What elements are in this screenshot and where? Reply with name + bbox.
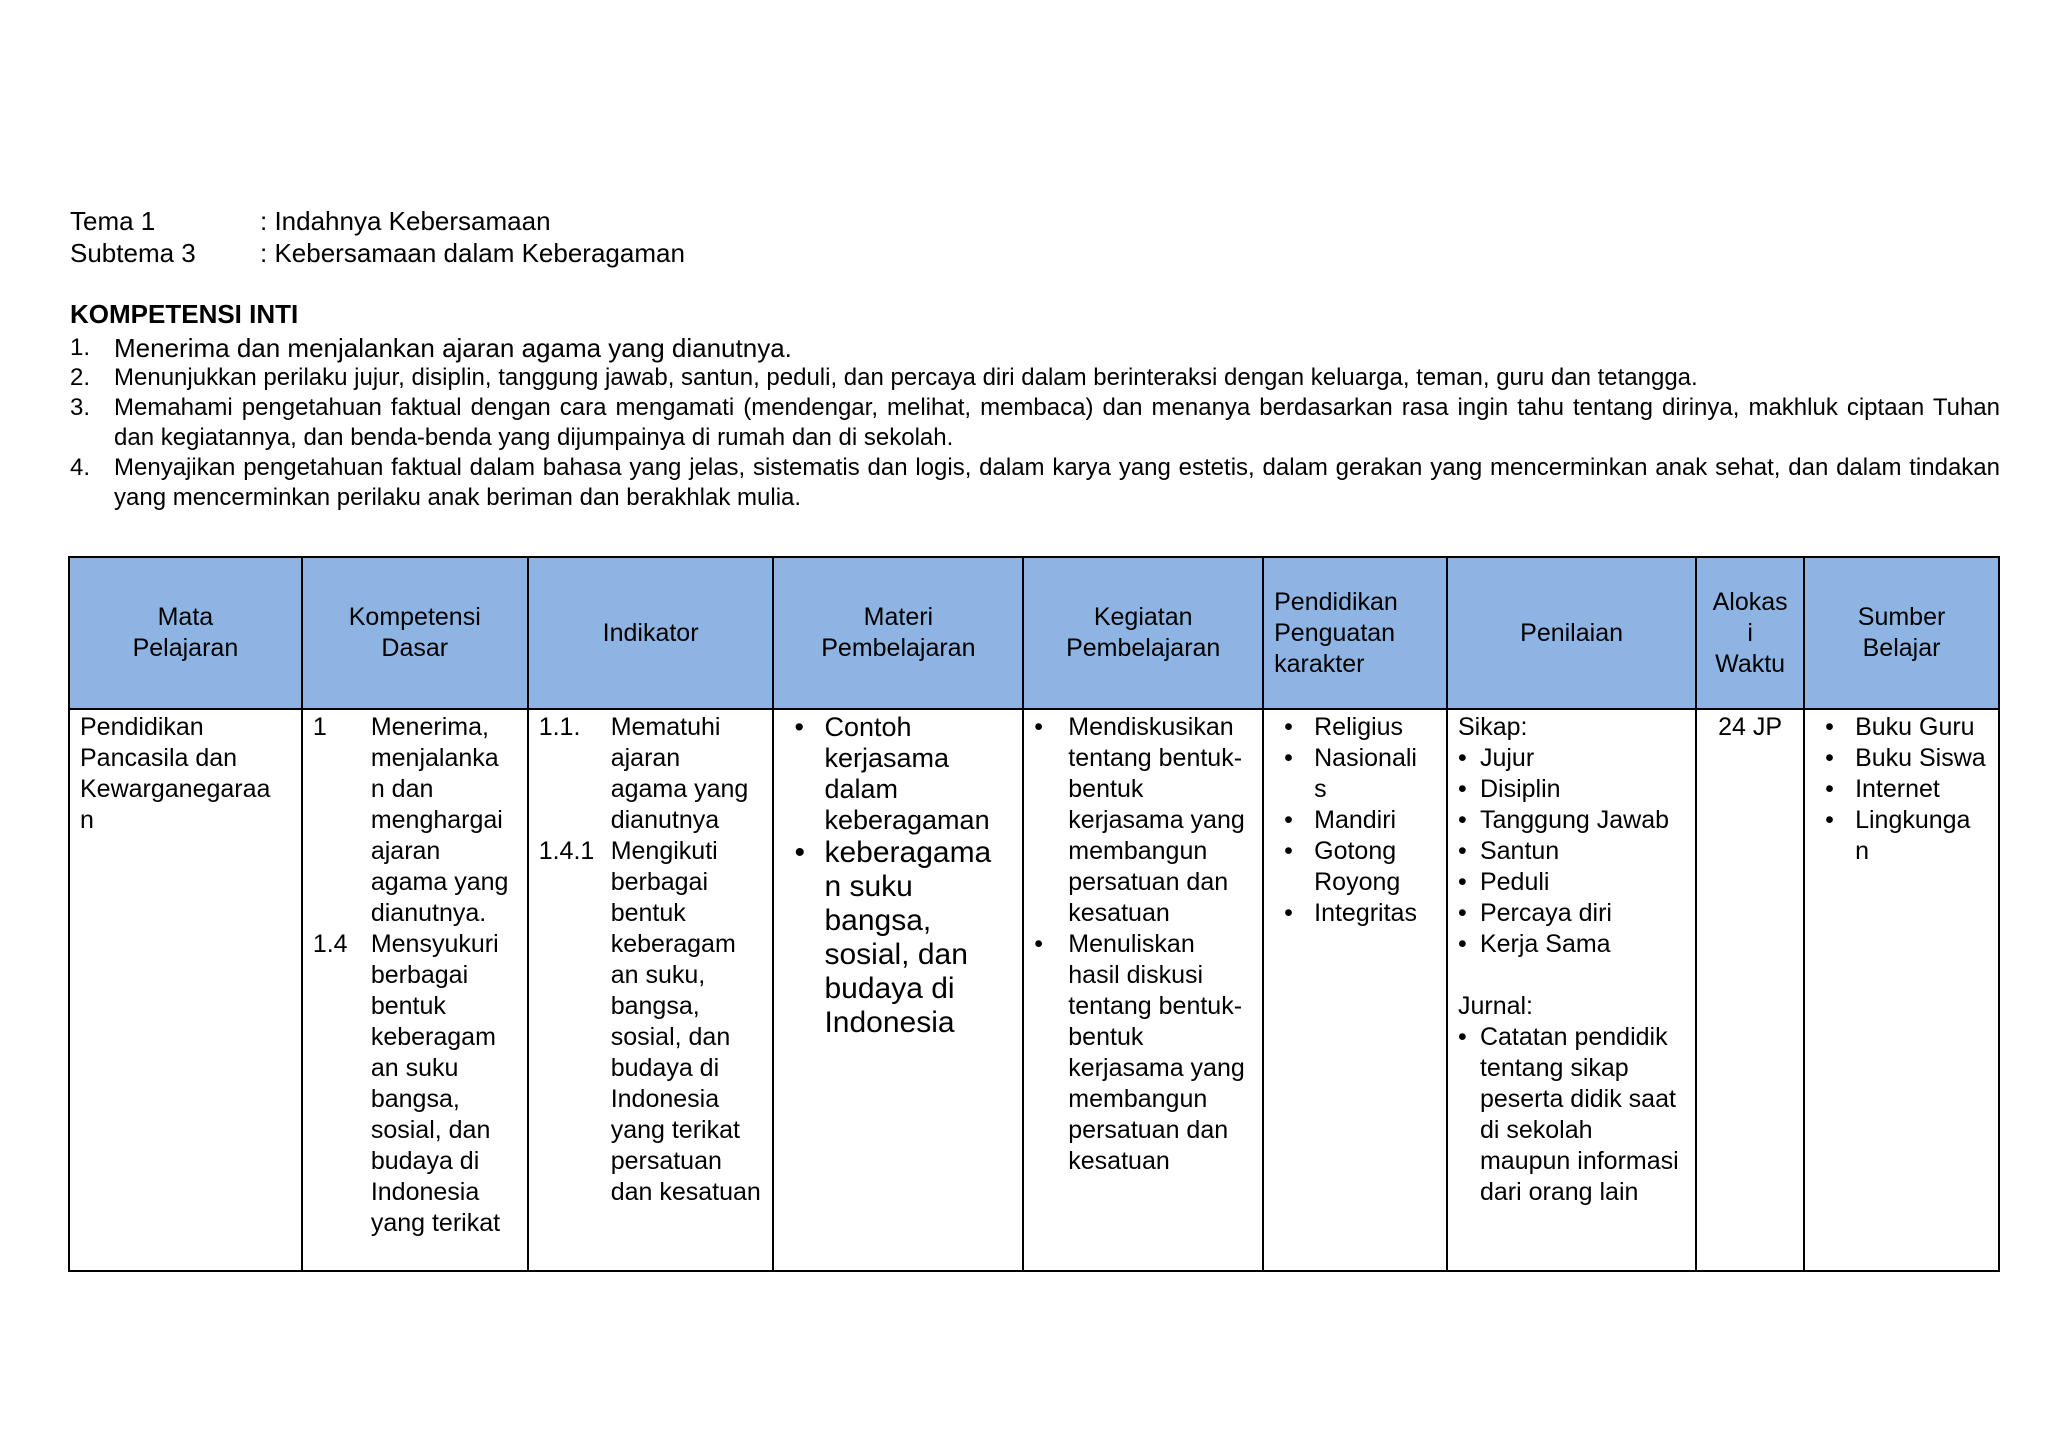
sikap-item: • Tanggung Jawab — [1457, 806, 1670, 834]
penilaian-sikap-list — [1458, 743, 1685, 960]
bullet-icon: • — [1284, 837, 1293, 865]
cell-materi — [773, 709, 1023, 1271]
bullet-icon: • — [1034, 713, 1044, 741]
materi-item: • keberagama n suku bangsa, sosial, dan budaya di Indonesia — [784, 836, 1012, 1040]
sikap-item: • Jujur — [1457, 744, 1535, 772]
bullet-icon: • — [1825, 775, 1834, 803]
ki-item — [70, 393, 2000, 453]
indikator-number: 1.1. — [538, 713, 581, 741]
ppk-item: • Integritas — [1274, 898, 1436, 929]
bullet-icon: • — [1457, 837, 1467, 865]
header-mapel: Mata Pelajaran — [69, 557, 302, 709]
bullet-icon: • — [1284, 806, 1293, 834]
document-page — [70, 205, 2000, 513]
bullet-icon: • — [1457, 806, 1467, 834]
ki-text: Menunjukkan perilaku jujur, disiplin, tanggung jawab, santun, peduli, dan percaya diri dalam berinteraksi dengan keluarga, teman, guru dan tetangga. — [114, 364, 1698, 391]
cell-ppk — [1263, 709, 1447, 1271]
header-sumber: Sumber Belajar — [1804, 557, 1999, 709]
bullet-icon: • — [1284, 899, 1293, 927]
kd-number: 1 — [312, 713, 327, 741]
bullet-icon: • — [1457, 868, 1467, 896]
indikator-item — [539, 712, 763, 836]
ppk-item: • Mandiri — [1274, 805, 1436, 836]
bullet-icon: • — [794, 712, 804, 742]
ki-item — [70, 363, 2000, 393]
cell-alokasi: 24 JP — [1696, 709, 1804, 1271]
sikap-item: • Disiplin — [1457, 775, 1561, 803]
bullet-icon: • — [1825, 744, 1834, 772]
kompetensi-inti-list — [70, 333, 2000, 513]
sikap-item: • Peduli — [1457, 868, 1550, 896]
ppk-list — [1274, 712, 1436, 929]
cell-kegiatan — [1023, 709, 1263, 1271]
indikator-text: Mematuhi ajaran agama yang dianutnya — [610, 713, 749, 834]
cell-mapel: Pendidikan Pancasila dan Kewarganegaraa n — [69, 709, 302, 1271]
bullet-icon: • — [1457, 775, 1467, 803]
ki-text: Menyajikan pengetahuan faktual dalam bahasa yang jelas, sistematis dan logis, dalam karya yang estetis, dalam gerakan yang mencerminkan anak sehat, dan dalam tindakan yang mencerminkan perilaku anak beriman dan berakhlak mulia. — [114, 454, 2000, 511]
kd-item — [313, 712, 517, 929]
bullet-icon: • — [1457, 930, 1467, 958]
bullet-icon: • — [1284, 713, 1293, 741]
jurnal-item: • Catatan pendidik tentang sikap peserta didik saat di sekolah maupun informasi dari orang lain — [1457, 1023, 1679, 1206]
tema-row — [70, 205, 2000, 237]
sikap-item: • Kerja Sama — [1457, 930, 1611, 958]
penilaian-jurnal-label: Jurnal: — [1457, 992, 1534, 1020]
header-indikator: Indikator — [528, 557, 774, 709]
sumber-item: • Internet — [1815, 774, 1988, 805]
header-kompetensi-dasar: Kompetensi Dasar — [302, 557, 528, 709]
ppk-item: • Nasionali s — [1274, 743, 1436, 805]
header-ppk: Pendidikan Penguatan karakter — [1263, 557, 1447, 709]
ppk-item: • Religius — [1274, 712, 1436, 743]
sikap-item: • Percaya diri — [1457, 899, 1612, 927]
tema-header — [70, 205, 2000, 269]
bullet-icon: • — [1825, 713, 1834, 741]
table-header-row — [69, 557, 1999, 709]
sikap-item: • Santun — [1457, 837, 1560, 865]
sumber-list — [1815, 712, 1988, 867]
header-kegiatan: Kegiatan Pembelajaran — [1023, 557, 1263, 709]
lesson-plan-table — [68, 556, 2000, 1272]
cell-penilaian — [1447, 709, 1696, 1271]
penilaian-sikap-label: Sikap: — [1457, 713, 1528, 741]
materi-item: • Contoh kerjasama dalam keberagaman — [784, 712, 1012, 836]
kd-text: Mensyukuri berbagai bentuk keberagam an suku bangsa, sosial, dan budaya di Indonesia yang terikat — [370, 930, 501, 1237]
materi-list — [784, 712, 1012, 1040]
ppk-item: • Gotong Royong — [1274, 836, 1436, 898]
bullet-icon: • — [794, 836, 805, 869]
kegiatan-item: • Mendiskusikan tentang bentuk-bentuk kerjasama yang membangun persatuan dan kesatuan — [1034, 713, 1245, 927]
kompetensi-inti-title: KOMPETENSI INTI — [70, 299, 299, 329]
ki-number: 1. — [70, 334, 91, 361]
ki-number: 2. — [70, 364, 91, 391]
cell-indikator — [528, 709, 774, 1271]
header-penilaian: Penilaian — [1447, 557, 1696, 709]
penilaian-jurnal-list — [1458, 1022, 1685, 1208]
bullet-icon: • — [1457, 1023, 1467, 1051]
kd-number: 1.4 — [312, 930, 348, 958]
bullet-icon: • — [1284, 744, 1293, 772]
tema-key: Tema 1 — [70, 206, 156, 236]
subtema-value: : Kebersamaan dalam Keberagaman — [260, 238, 685, 268]
ki-item — [70, 333, 2000, 363]
subtema-row — [70, 237, 2000, 269]
header-materi: Materi Pembelajaran — [773, 557, 1023, 709]
bullet-icon: • — [1034, 930, 1044, 958]
header-alokasi: Alokas i Waktu — [1696, 557, 1804, 709]
sumber-item: • Buku Siswa — [1815, 743, 1988, 774]
bullet-icon: • — [1825, 806, 1834, 834]
subtema-key: Subtema 3 — [70, 238, 196, 268]
bullet-icon: • — [1457, 744, 1467, 772]
cell-sumber — [1804, 709, 1999, 1271]
ki-number: 4. — [70, 454, 91, 481]
tema-value: : Indahnya Kebersamaan — [260, 206, 551, 236]
kegiatan-item: • Menuliskan hasil diskusi tentang bentuk-bentuk kerjasama yang membangun persatuan dan kesatuan — [1034, 930, 1245, 1175]
indikator-item — [539, 836, 763, 1208]
kd-text: Menerima, menjalanka n dan menghargai ajaran agama yang dianutnya. — [370, 713, 509, 927]
ki-number: 3. — [70, 394, 91, 421]
ki-item — [70, 453, 2000, 513]
table-row — [69, 709, 1999, 1271]
sumber-item: • Buku Guru — [1815, 712, 1988, 743]
bullet-icon: • — [1457, 899, 1467, 927]
kegiatan-list — [1034, 712, 1252, 1177]
ki-text: Memahami pengetahuan faktual dengan cara mengamati (mendengar, melihat, membaca) dan menanya berdasarkan rasa ingin tahu tentang dirinya, makhluk ciptaan Tuhan dan kegiatannya, dan benda-benda yang dijumpainya di rumah dan di sekolah. — [114, 394, 2000, 451]
ki-text: Menerima dan menjalankan ajaran agama yang dianutnya. — [114, 333, 792, 363]
indikator-text: Mengikuti berbagai bentuk keberagam an suku, bangsa, sosial, dan budaya di Indonesia yang terikat persatuan dan kesatuan — [610, 837, 761, 1206]
kd-item — [313, 929, 517, 1239]
indikator-number: 1.4.1 — [538, 837, 595, 865]
cell-kompetensi-dasar — [302, 709, 528, 1271]
sumber-item: • Lingkunga n — [1815, 805, 1988, 867]
